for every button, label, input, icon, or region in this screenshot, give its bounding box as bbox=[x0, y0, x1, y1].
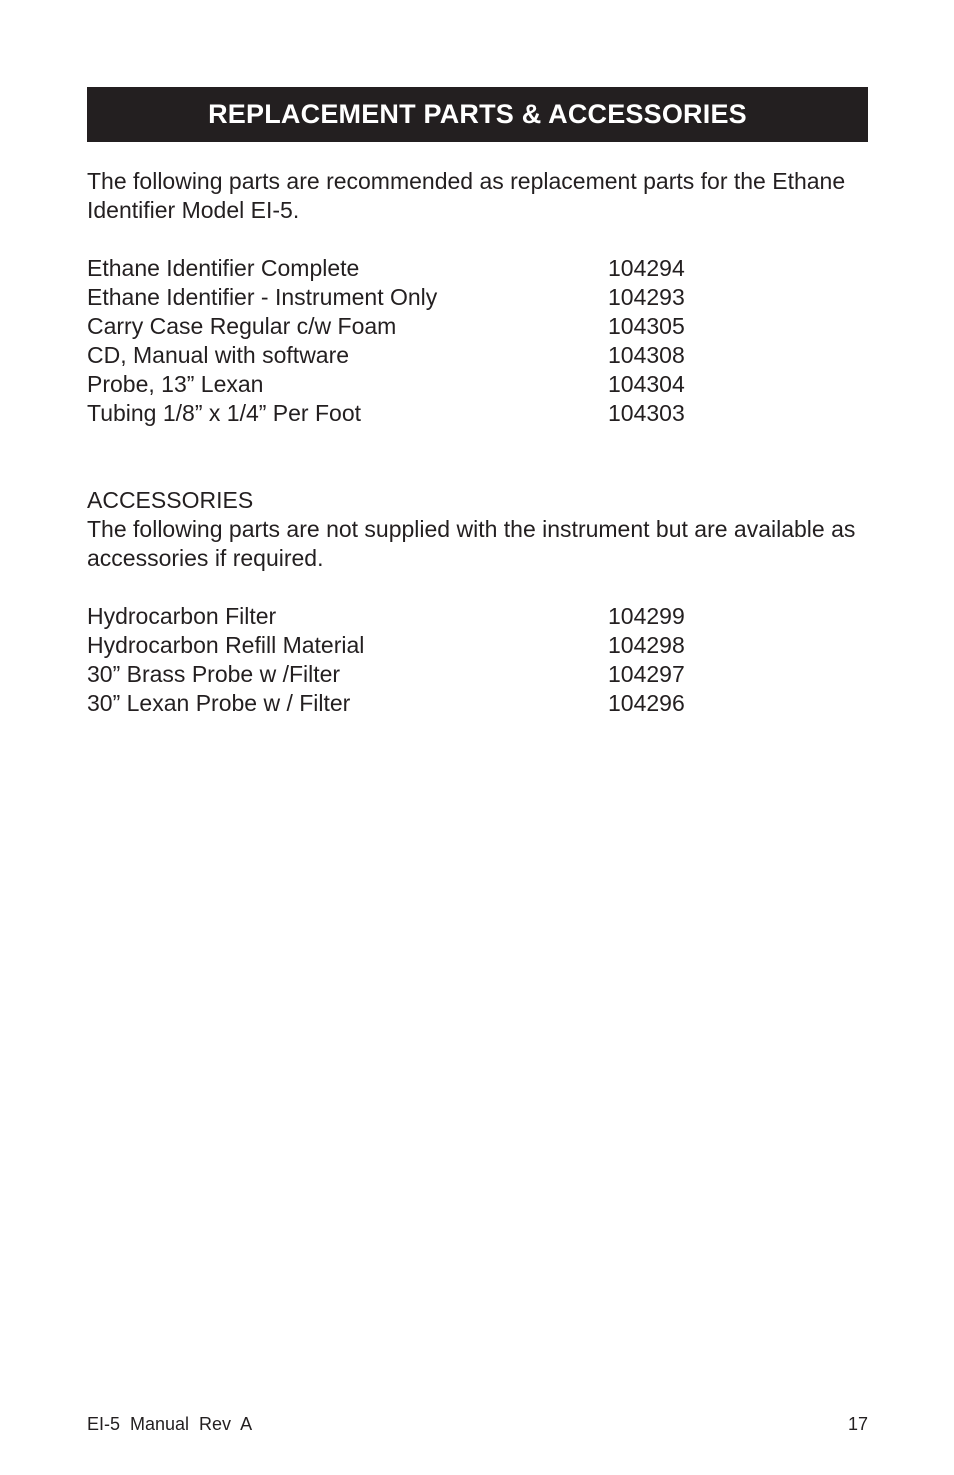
part-row bbox=[87, 254, 868, 283]
accessory-row bbox=[87, 689, 868, 718]
part-row bbox=[87, 283, 868, 312]
part-row bbox=[87, 370, 868, 399]
accessory-number: 104296 bbox=[608, 690, 685, 716]
part-number: 104304 bbox=[608, 371, 685, 397]
part-number: 104303 bbox=[608, 400, 685, 426]
replacement-parts-intro: The following parts are recommended as replacement parts for the Ethane Identifier Model EI-5. bbox=[87, 168, 846, 223]
part-row bbox=[87, 341, 868, 370]
part-number: 104294 bbox=[608, 255, 685, 281]
page-footer bbox=[87, 1412, 868, 1436]
accessories-list bbox=[87, 602, 868, 718]
accessory-name: Hydrocarbon Refill Material bbox=[87, 632, 365, 658]
part-name: Ethane Identifier Complete bbox=[87, 255, 360, 281]
accessories-heading: ACCESSORIES bbox=[87, 487, 254, 513]
accessory-number: 104298 bbox=[608, 632, 685, 658]
part-number: 104308 bbox=[608, 342, 685, 368]
manual-page bbox=[87, 87, 868, 718]
part-row bbox=[87, 312, 868, 341]
section-header-bar bbox=[87, 87, 868, 142]
footer-page-number: 17 bbox=[847, 1414, 868, 1434]
accessory-row bbox=[87, 602, 868, 631]
accessory-row bbox=[87, 660, 868, 689]
part-name: Tubing 1/8” x 1/4” Per Foot bbox=[87, 400, 362, 426]
part-row bbox=[87, 399, 868, 428]
part-name: Probe, 13” Lexan bbox=[87, 371, 264, 397]
part-name: CD, Manual with software bbox=[87, 342, 350, 368]
accessories-intro: The following parts are not supplied with the instrument but are available as accessories if required. bbox=[87, 516, 856, 571]
accessory-number: 104299 bbox=[608, 603, 685, 629]
part-number: 104305 bbox=[608, 313, 685, 339]
section-title: REPLACEMENT PARTS & ACCESSORIES bbox=[208, 99, 747, 129]
part-name: Ethane Identifier - Instrument Only bbox=[87, 284, 438, 310]
accessories-section bbox=[87, 486, 868, 718]
footer-doc-label: EI-5 Manual Rev A bbox=[87, 1414, 253, 1434]
replacement-parts-list bbox=[87, 254, 868, 428]
part-number: 104293 bbox=[608, 284, 685, 310]
accessory-name: 30” Brass Probe w /Filter bbox=[87, 661, 341, 687]
accessory-name: 30” Lexan Probe w / Filter bbox=[87, 690, 351, 716]
part-name: Carry Case Regular c/w Foam bbox=[87, 313, 397, 339]
accessory-name: Hydrocarbon Filter bbox=[87, 603, 277, 629]
accessory-number: 104297 bbox=[608, 661, 685, 687]
accessory-row bbox=[87, 631, 868, 660]
